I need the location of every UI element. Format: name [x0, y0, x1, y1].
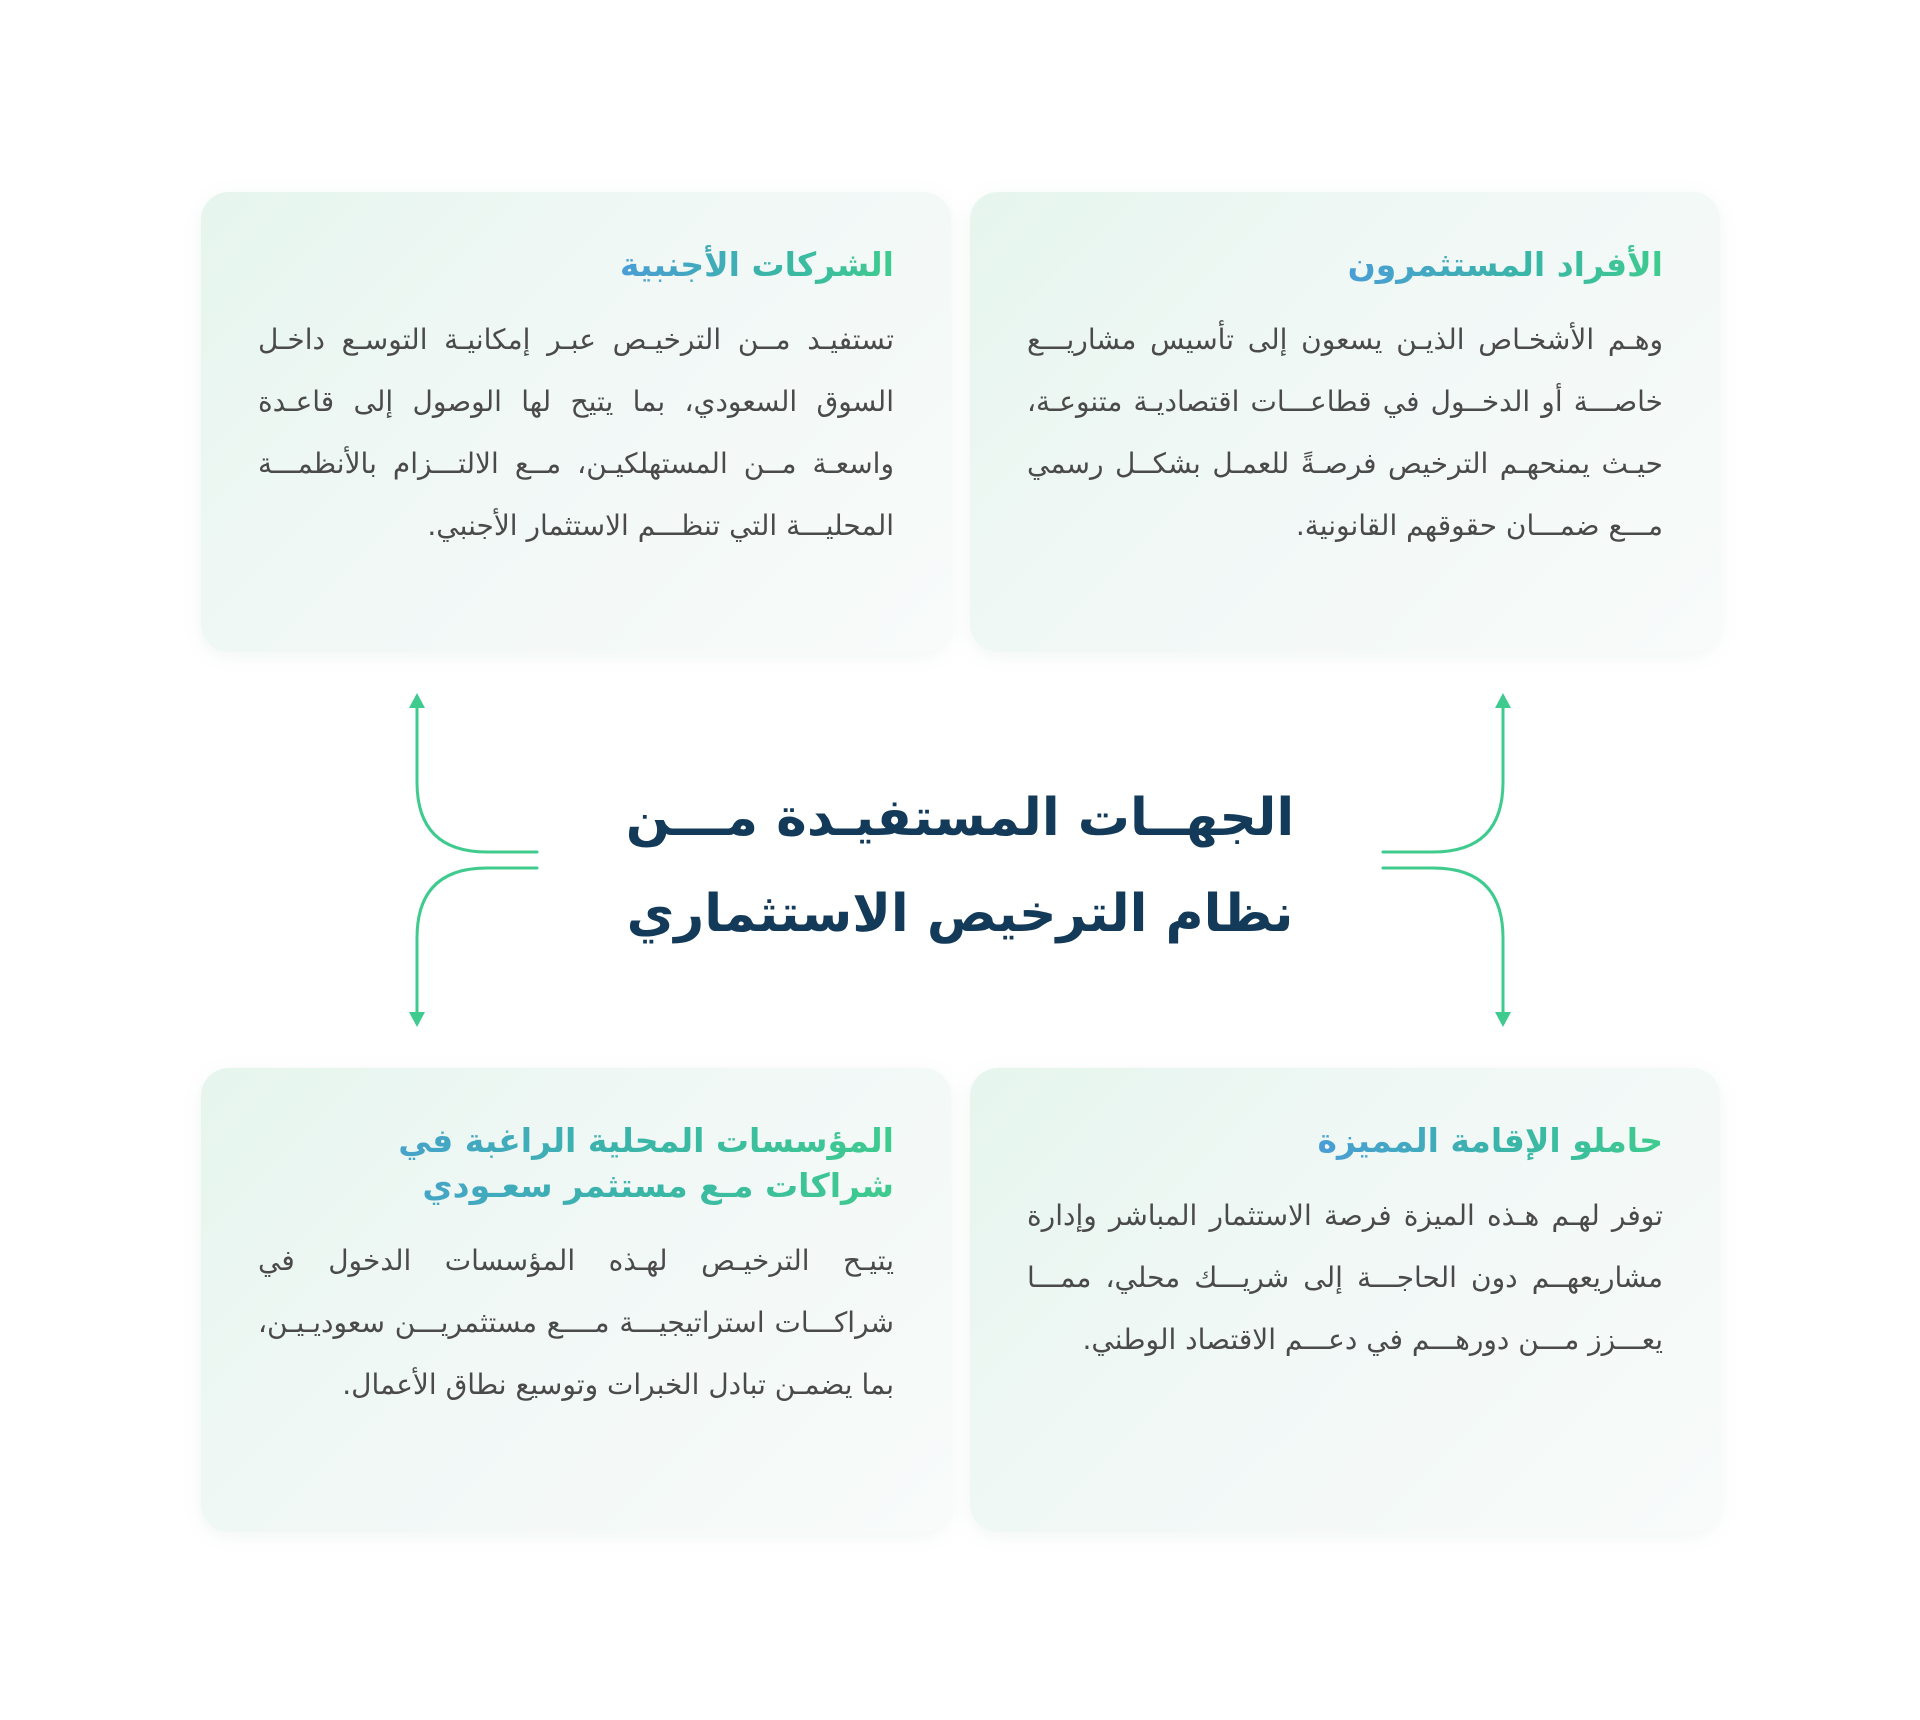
connector-left-up: [417, 708, 537, 852]
center-title: [540, 770, 1380, 962]
card-individual-investors: [970, 192, 1720, 652]
card-title: حاملو الإقامة المميزة: [1317, 1118, 1663, 1163]
card-foreign-companies: [201, 192, 951, 652]
arrow-up-icon: [1495, 693, 1511, 708]
card-title: المؤسسات المحلية الراغبة في شراكات مـع مستثمر سعـودي: [318, 1118, 894, 1208]
card-description: وهـم الأشخـاص الذيـن يسعون إلى تأسيس مشاريـــع خاصـــة أو الدخــول في قطاعـــات اقتصاديـة متنوعـة، حيـث يمنحهـم الترخيص فرصـةً للعمـل بشكــل رسمي مـــع ضمـــان حقوقهم القانونية.: [1027, 323, 1663, 542]
arrow-down-icon: [409, 1012, 425, 1027]
card-title: الأفراد المستثمرون: [1348, 242, 1663, 287]
connector-right-up: [1383, 708, 1503, 852]
connector-left-down: [417, 868, 537, 1012]
center-title-line-2: نظام الترخيص الاستثماري: [626, 884, 1294, 944]
card-description: يتيـح الترخيـص لهـذه المؤسسات الدخول في شراكـــات استراتيجيـــة مــــع مستثمريـــن سعوديـيـن، بما يضمـن تبادل الخبرات وتوسيع نطاق الأعمال.: [258, 1244, 894, 1401]
card-premium-residency-holders: [970, 1068, 1720, 1532]
arrow-up-icon: [409, 693, 425, 708]
card-description: تستفيـد مــن الترخيـص عبـر إمكانيـة التوسـع داخـل السوق السعودي، بما يتيح لها الوصول إلى قاعـدة واسعـة مــن المستهلكيـن، مــع الالتـــزام بالأنظمـــة المحليـــة التي تنظـــم الاستثمار الأجنبي.: [258, 323, 894, 542]
center-title-line-1: الجهــات المستفيـدة مـــن: [625, 788, 1295, 848]
card-description: توفر لهـم هـذه الميزة فرصة الاستثمار المباشر وإدارة مشاريعهــم دون الحاجـــة إلى شريـــك محلي، ممـــا يعـــزز مـــن دورهـــم في دعـــم الاقتصاد الوطني.: [1027, 1199, 1663, 1356]
connector-right-down: [1383, 868, 1503, 1012]
card-local-institutions: [201, 1068, 951, 1532]
arrow-down-icon: [1495, 1012, 1511, 1027]
card-title: الشركات الأجنبية: [620, 242, 894, 287]
